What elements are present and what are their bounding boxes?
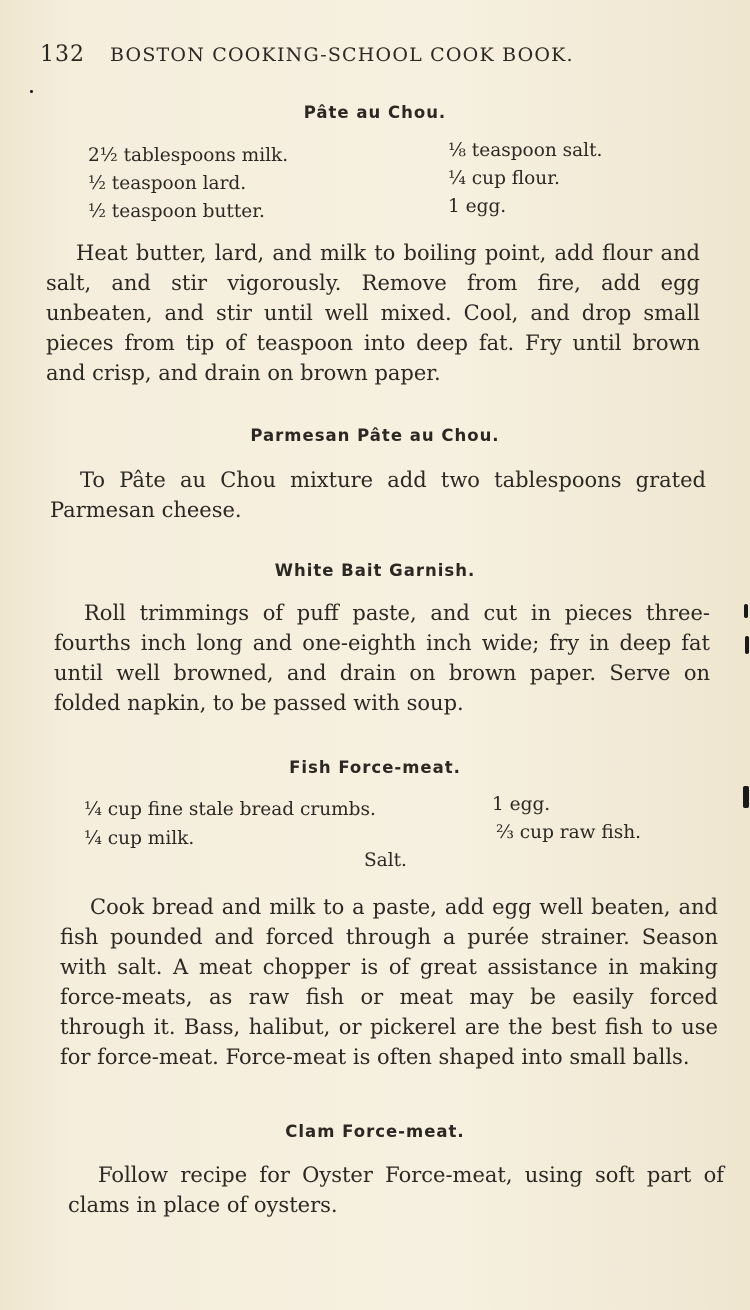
ingredient: 1 egg. bbox=[492, 794, 551, 815]
recipe-title: Clam Force-meat. bbox=[285, 1122, 465, 1141]
ingredient: ⅔ cup raw fish. bbox=[496, 822, 642, 843]
recipe-body: Follow recipe for Oyster Force-meat, using soft part of clams in place of oysters. bbox=[68, 1163, 724, 1217]
ingredient: ¼ cup milk. bbox=[84, 828, 195, 849]
scan-speck bbox=[744, 604, 748, 618]
ingredient: ½ teaspoon lard. bbox=[88, 173, 247, 194]
page-number: 132 bbox=[40, 42, 85, 67]
ingredient: 1 egg. bbox=[448, 196, 507, 217]
running-head: BOSTON COOKING-SCHOOL COOK BOOK. bbox=[110, 44, 574, 66]
recipe-body: To Pâte au Chou mixture add two tablespoons grated Parmesan cheese. bbox=[50, 468, 706, 522]
recipe-title: Parmesan Pâte au Chou. bbox=[250, 426, 500, 445]
ingredient: ¼ cup fine stale bread crumbs. bbox=[84, 799, 376, 820]
recipe-title: Pâte au Chou. bbox=[303, 103, 447, 122]
recipe-body: Roll trimmings of puff paste, and cut in pieces three-fourths inch long and one-eighth inch wide; fry in deep fat until well browned, and drain on brown paper. Serve on folded napkin, to be passed with soup. bbox=[54, 601, 710, 715]
scan-speck bbox=[30, 90, 33, 93]
ingredient: Salt. bbox=[364, 850, 407, 871]
recipe-title: Fish Force-meat. bbox=[289, 758, 461, 777]
scan-speck bbox=[745, 636, 749, 654]
ingredient: ⅛ teaspoon salt. bbox=[448, 140, 603, 161]
recipe-body: Cook bread and milk to a paste, add egg well beaten, and fish pounded and forced through a purée strainer. Season with salt. A meat chopper is of great assistance in making force-meats, as raw fish or meat may be easily forced through it. Bass, halibut, or pickerel are the best fish to use for force-meat. Force-meat is often shaped into small balls. bbox=[60, 895, 718, 1069]
page-header bbox=[40, 42, 720, 67]
ingredient: ½ teaspoon butter. bbox=[88, 201, 265, 222]
recipe-body: Heat butter, lard, and milk to boiling point, add flour and salt, and stir vigorously. Remove from fire, add egg unbeaten, and stir until well mixed. Cool, and drop small pieces from tip of teaspoon into deep fat. Fry until brown and crisp, and drain on brown paper. bbox=[46, 241, 700, 385]
ingredient: ¼ cup flour. bbox=[448, 168, 560, 189]
scan-speck bbox=[743, 786, 749, 808]
ingredient: 2½ tablespoons milk. bbox=[88, 145, 289, 166]
recipe-title: White Bait Garnish. bbox=[274, 561, 476, 580]
